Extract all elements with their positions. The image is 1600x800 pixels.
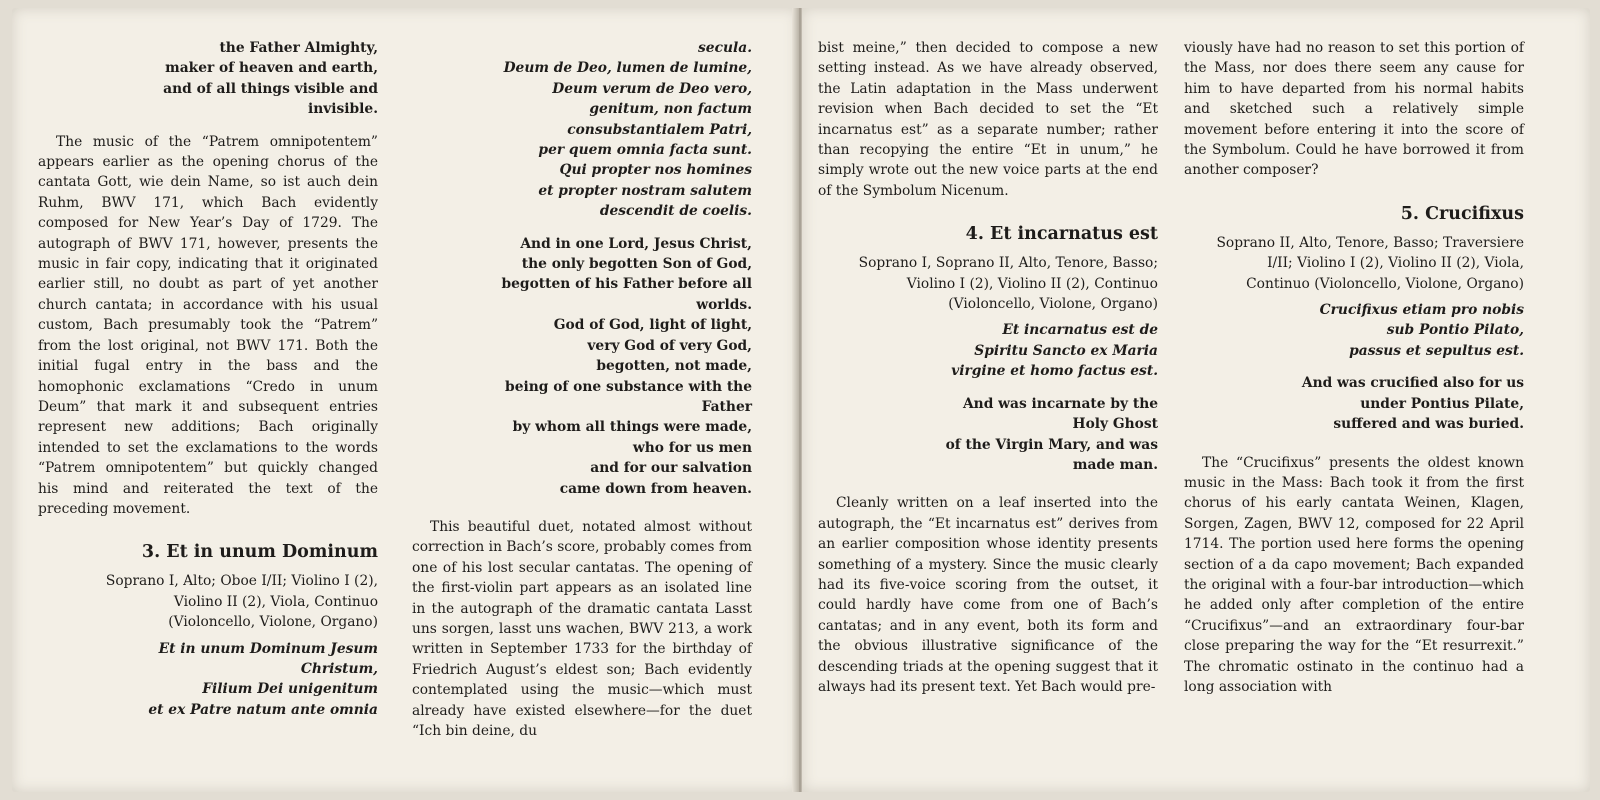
text-line: and of all things visible and xyxy=(163,80,378,97)
text-line: consubstantialem Patri, xyxy=(567,121,752,138)
text-line: who for us men xyxy=(632,439,752,456)
latin-text-3 xyxy=(38,639,378,721)
text-line: Soprano I, Alto; Oboe I/II; Violino I (2), xyxy=(105,573,378,590)
text-line: Violino I (2), Violino II (2), Continuo xyxy=(906,275,1158,292)
text-line: the only begotten Son of God, xyxy=(521,256,752,273)
scoring-4 xyxy=(818,253,1158,314)
commentary-paragraph: The music of the “Patrem omnipotentem” appears earlier as the opening chorus of the cantata Gott, wie dein Name, so ist auch dein Ruhm, BWV 171, which Bach evidently composed for New Year’s Day of 1729. The autograph of BWV 171, however, presents the music in fair copy, indicating that it originated earlier still, no doubt as part of yet another church cantata; in accordance with his usual custom, Bach presumably took the “Patrem” from the lost original, not BWV 171. Both the initial fugal entry in the bass and the homophonic exclamations “Credo in unum Deum” that mark it and subsequent entries represent new additions; Bach originally intended to set the exclamations to the words “Patrem omnipotentem” but quickly changed his mind and reiterated the text of the preceding movement. xyxy=(38,133,378,517)
text-line: Soprano II, Alto, Tenore, Basso; Traversiere xyxy=(1216,234,1524,251)
text-line: and for our salvation xyxy=(590,460,752,477)
left-page xyxy=(12,8,798,792)
text-line: invisible. xyxy=(307,101,378,118)
text-line: passus et sepultus est. xyxy=(1349,342,1524,359)
right-page-column-1 xyxy=(818,38,1158,709)
right-page xyxy=(802,8,1590,792)
text-line: under Pontius Pilate, xyxy=(1360,395,1524,412)
text-line: suffered and was buried. xyxy=(1333,416,1524,433)
text-line: genitum, non factum xyxy=(589,101,752,118)
text-line: Continuo (Violoncello, Violone, Organo) xyxy=(1246,275,1524,292)
text-line: Deum verum de Deo vero, xyxy=(552,80,752,97)
text-line: Violino II (2), Viola, Continuo xyxy=(173,593,378,610)
text-line: Filium Dei unigenitum xyxy=(202,681,378,698)
text-line: And was crucified also for us xyxy=(1301,375,1524,392)
section-heading-5: 5. Crucifixus xyxy=(1400,203,1524,224)
text-line: made man. xyxy=(1072,456,1158,473)
text-line: Soprano I, Soprano II, Alto, Tenore, Basso; xyxy=(858,255,1158,272)
latin-text-3-continued xyxy=(412,38,752,222)
text-line: begotten of his Father before all xyxy=(501,276,752,293)
text-line: maker of heaven and earth, xyxy=(165,60,378,77)
text-line: Qui propter nos homines xyxy=(559,162,752,179)
section-heading-3: 3. Et in unum Dominum xyxy=(141,542,378,563)
text-line: I/II; Violino I (2), Violino II (2), Viola, xyxy=(1267,255,1524,272)
text-line: (Violoncello, Violone, Organo) xyxy=(168,614,378,631)
text-line: et propter nostram salutem xyxy=(538,182,752,199)
text-line: virgine et homo factus est. xyxy=(951,363,1158,380)
text-line: secula. xyxy=(698,40,752,56)
text-line: Et incarnatus est de xyxy=(1002,322,1158,339)
text-line: (Violoncello, Violone, Organo) xyxy=(948,296,1158,313)
text-line: Deum de Deo, lumen de lumine, xyxy=(503,60,752,77)
latin-text-5 xyxy=(1184,300,1524,361)
text-line: Christum, xyxy=(300,660,378,677)
text-line: per quem omnia facta sunt. xyxy=(538,142,752,159)
text-line: the Father Almighty, xyxy=(219,40,378,56)
text-line: begotten, not made, xyxy=(596,358,752,375)
text-line: came down from heaven. xyxy=(559,480,752,497)
commentary-paragraph: bist meine,” then decided to compose a new setting instead. As we have already observed, the Latin adaptation in the Mass underwent revision when Bach decided to set the “Et incarnatus est” as a separate number; rather than recopying the entire “Et in unum,” he simply wrote out the new voice parts at the end of the Symbolum Nicenum. xyxy=(818,40,1158,199)
text-line: Crucifixus etiam pro nobis xyxy=(1319,302,1524,319)
text-line: descendit de coelis. xyxy=(599,203,752,220)
text-line: And in one Lord, Jesus Christ, xyxy=(520,235,752,252)
latin-text-4 xyxy=(818,320,1158,381)
commentary-paragraph: viously have had no reason to set this portion of the Mass, nor does there seem any cause for him to have departed from his normal habits and sketched such a relatively simple movement before entering it into the score of the Symbolum. Could he have borrowed it from another composer? xyxy=(1184,40,1524,179)
english-text-5 xyxy=(1184,373,1524,434)
scoring-5 xyxy=(1184,233,1524,294)
left-page-column-1 xyxy=(38,38,378,732)
text-line: Holy Ghost xyxy=(1072,416,1158,433)
text-line: Et in unum Dominum Jesum xyxy=(158,640,378,657)
text-line: sub Pontio Pilato, xyxy=(1386,322,1524,339)
left-page-column-2 xyxy=(412,38,752,753)
credo-text-end xyxy=(38,38,378,120)
section-heading-4: 4. Et incarnatus est xyxy=(965,224,1158,245)
text-line: Spiritu Sancto ex Maria xyxy=(974,342,1158,359)
scoring-3 xyxy=(38,571,378,632)
commentary-paragraph: The “Crucifixus” presents the oldest known music in the Mass: Bach took it from the first chorus of his early cantata Weinen, Klagen, Sorgen, Zagen, BWV 12, composed for 22 April 1714. The portion used here forms the opening section of a da capo movement; Bach expanded the original with a four-bar introduction—which he added only after completion of the entire “Crucifixus”—and an extraordinary four-bar close preparing the way for the “Et resurrexit.” The chromatic ostinato in the continuo had a long association with xyxy=(1184,454,1524,695)
right-page-column-2 xyxy=(1184,38,1524,709)
commentary-paragraph: This beautiful duet, notated almost without correction in Bach’s score, probably comes from one of his lost secular cantatas. The opening of the first-violin part appears as an isolated line in the autograph of the dramatic cantata Lasst uns sorgen, lasst uns wachen, BWV 213, a work written in September 1733 for the birthday of Friedrich August’s eldest son; Bach evidently contemplated using the music—which must already have existed elsewhere—for the duet “Ich bin deine, du xyxy=(412,518,752,739)
text-line: very God of very God, xyxy=(587,337,752,354)
english-text-3 xyxy=(412,234,752,499)
text-line: worlds. xyxy=(696,296,752,313)
text-line: And was incarnate by the xyxy=(962,395,1158,412)
text-line: God of God, light of light, xyxy=(553,317,752,334)
text-line: Father xyxy=(701,398,752,415)
text-line: of the Virgin Mary, and was xyxy=(945,436,1158,453)
text-line: being of one substance with the xyxy=(505,378,752,395)
english-text-4 xyxy=(818,394,1158,476)
text-line: et ex Patre natum ante omnia xyxy=(148,701,378,718)
text-line: by whom all things were made, xyxy=(512,419,752,436)
commentary-paragraph: Cleanly written on a leaf inserted into the autograph, the “Et incarnatus est” derives from an earlier composition whose identity presents something of a mystery. Since the music clearly had its five-voice scoring from the outset, it could hardly have come from one of Bach’s cantatas; and in any event, both its form and the obvious illustrative significance of the descending triads at the opening suggest that it always had its present text. Yet Bach would pre- xyxy=(818,495,1158,695)
